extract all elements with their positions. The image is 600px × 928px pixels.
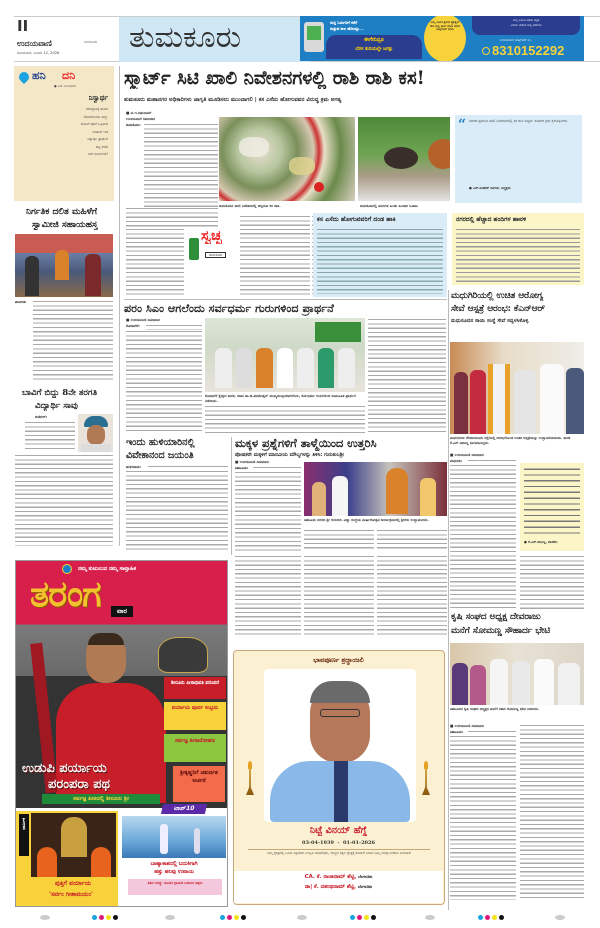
lead-desk: ಉದಯವಾಣಿ ಸಮಾಚಾರ — [126, 117, 156, 121]
taranga-ad[interactable] — [15, 560, 228, 907]
ad-right-text2: ಎದುರು ಬೇಕಾದ ಸುದ್ದಿ ಪಡೆಯಿರಿ — [510, 23, 542, 27]
destitute-dateline: ಪಾವಗಡ: — [15, 300, 27, 304]
taranga-bottom-right-box — [128, 879, 222, 895]
lead-subhead: ತುಮಕೂರು ಮಹಾನಗರ ಅಧಿಕಾರಿಗಳು ಜಾಗೃತಿ ಮೂಡಿಸಲು ಮುಂದಾಗಲಿ | ಕಸ ಎಸೆದು ಹೋಗುವವರ ವಿರುದ್ಧ ಕ್ರಮ ಅಗತ್ಯ — [124, 97, 342, 103]
column-rule — [231, 437, 232, 555]
devaraju-headline-1: ಕೃಷಿ ಸಂಘದ ಅಧ್ಯಕ್ಷ ದೇವರಾಜು — [451, 612, 541, 622]
prayer-body-col2 — [205, 405, 365, 434]
prayer-body-col3 — [368, 318, 446, 434]
madhugiri-note-body — [524, 467, 580, 537]
fine-box-body — [317, 228, 443, 294]
taranga-box-2-text: ಪರ್ಯಾಯ ಪೂರ್ವ ಸಂಭ್ರಮ — [171, 705, 219, 711]
lamp-icon-right — [422, 761, 430, 795]
lead-quote-author: ● ಎಸ್.ಮಹೇಶ್ ನಾಗರಿಕ, ಅಧ್ಯಕ್ಷರು — [469, 186, 511, 190]
taranga-bottom-left-1: ಪುತ್ತಿಗೆ ಪರ್ಯಾಯ — [54, 880, 92, 887]
children-body-col3 — [377, 529, 447, 551]
student-body-top — [25, 421, 75, 451]
taranga-space-photo — [122, 816, 226, 858]
taranga-side-tag-text: ಧಾರ್ಮಿಕ — [21, 818, 26, 830]
devaraju-photo — [450, 643, 584, 705]
devaraju-body-col1b — [450, 735, 516, 900]
madhugiri-headline-2: ಸೇವೆ ಆಸ್ಪತ್ರೆ ಆರಂಭ: ಕೆಎನ್‌ಆರ್ — [451, 304, 545, 314]
obituary-photo — [264, 669, 416, 822]
obituary-signer-1 — [234, 874, 443, 881]
pigs-box-body — [456, 228, 580, 282]
lead-dateline: ತುಮಕೂರು: — [126, 123, 141, 127]
ad-right-text3: ಉದಯವಾಣಿ ವಾಟ್ಸ್ಆಪ್ ನಂ. — [500, 38, 532, 42]
taranga-box-3 — [164, 734, 226, 762]
obituary-header: ಭಾವಪೂರ್ಣ ಶ್ರದ್ಧಾಂಜಲಿ — [313, 656, 364, 664]
lead-headline: ಸ್ಮಾರ್ಟ್ ಸಿಟಿ ಖಾಲಿ ನಿವೇಶನಗಳಲ್ಲಿ ರಾಶಿ ರಾಶಿ ಕಸ! — [124, 68, 425, 89]
taranga-box-4-text: ಶ್ರೀಕೃಷ್ಣನಿಗೆ ಚತುರ್ದಶ ಅರ್ಚನೆ — [180, 770, 218, 784]
ad-cta-box — [326, 35, 422, 59]
prayer-photo-caption: ಕೊರಟಗೆರೆ ಕ್ಷೇತ್ರದ ಶಾಸಕ, ಸಚಿವ ಡಾ.ಜಿ.ಪರಮೇಶ್ವರ್ ಮುಖ್ಯಮಂತ್ರಿಯಾಗಲೆಂದು, ಸರ್ವಧರ್ಮ ಗುರುಗಳಿಂದ ಸಾಮೂಹಿಕ ಪ್ರಾರ್ಥನೆ ನಡೆಯಿತು. — [205, 394, 356, 403]
ad-phone: 8310152292 — [492, 43, 565, 58]
taranga-box-1 — [164, 677, 226, 699]
taranga-box-1-text: ಶೀರೂರು ಪೀಠಾಧಿಪತಿ ಪರಂಪರೆ — [171, 681, 219, 686]
children-body-lower-3 — [377, 555, 447, 635]
taranga-bottom-left-2: 'ಸರ್ವಂ ಗೀತಾಮಯಂ' — [49, 891, 93, 898]
taranga-green-strip: ಸರ್ವಜ್ಞ ಪೀಠದಲ್ಲಿ ಶೀರೂರು ಶ್ರೀ — [42, 794, 160, 804]
student-headline-1: ಬಾವಿಗೆ ಬಿದ್ದು 8ನೇ ತರಗತಿ — [22, 388, 98, 398]
obituary-signer-1-place: ಬೆಂಗಳೂರು — [358, 874, 373, 879]
vivekananda-headline-2: ವಿವೇಕಾನಂದ ಜಯಂತಿ — [126, 450, 194, 461]
ad-left-line2: ಸುತ್ತುವ ಕಾಲ ಹೋಯ್ತು... — [330, 26, 364, 31]
student-headline-2: ವಿದ್ಯಾರ್ಥಿ ಸಾವು — [35, 401, 78, 411]
children-photo — [304, 462, 447, 516]
swachh-logo-text: ಸ್ವಚ್ಛ — [201, 228, 222, 244]
taranga-idol — [158, 637, 208, 673]
madhugiri-headline-1: ಮಧುಗಿರಿಯಲ್ಲಿ ಉಚಿತ ಆರೋಗ್ಯ — [451, 291, 544, 301]
hani-dani-author: ● ಎಚ್. ಡುಂಡಿರಾಜ್ — [54, 84, 77, 88]
madhugiri-photo-caption: ಮಧುಗಿರಿಯ ಗೌರಿಬಿದನೂರು ರಸ್ತೆಯಲ್ಲಿ ಆರಂಭಗೊಂಡ ಉಚಿತ ಆಸ್ಪತ್ರೆಯನ್ನು ಉದ್ಘಾಟಿಸಲಾಯಿತು. ಶಾಸಕ ಕೆ.ಎನ್.ರಾಜಣ್ಣ ಭಾಗವಹಿಸಿದ್ದರು. — [450, 436, 571, 445]
prayer-body-col1b — [126, 330, 202, 434]
obituary-dates: 03-04-1939 - 01-01-2026 — [301, 840, 375, 846]
registration-oval — [555, 915, 565, 920]
madhugiri-photo — [450, 342, 584, 434]
children-byline: ■ ಉದಯವಾಣಿ ಸಮಾಚಾರ — [235, 460, 269, 464]
taranga-bottom-right-1: ಬಾಹ್ಯಾಕಾಶದಲ್ಲಿ ಬದುಕಿಗಾಗಿ — [150, 861, 198, 867]
taranga-logo: ತರಂಗ — [30, 573, 101, 615]
obituary-name: ನಿಟ್ಟೆ ವಿನಯ್ ಹೆಗ್ಡೆ — [309, 825, 368, 836]
registration-oval — [40, 915, 50, 920]
ad-right-box — [472, 16, 580, 35]
hani-dani-box — [14, 66, 114, 201]
taranga-side-tag — [19, 814, 29, 856]
fine-box-panel — [313, 213, 447, 297]
drop-icon — [17, 70, 31, 84]
column-rule — [119, 66, 120, 546]
taranga-main-title-1: ಉಡುಪಿ ಪರ್ಯಾಯ — [22, 761, 107, 776]
garbage-photo-caption: ತುಮಕೂರಿನ ಖಾಲಿ ನಿವೇಶನದಲ್ಲಿ ಬಿದ್ದಿರುವ ಕಸ ರಾಶಿ. — [219, 204, 281, 208]
registration-oval — [165, 915, 175, 920]
poem-line: ಪತ್ನಿ ಆಗಲಿ — [95, 144, 108, 149]
lead-body-col2 — [240, 215, 310, 297]
obituary-signer-2-place: ಬೆಂಗಳೂರು — [357, 884, 373, 889]
destitute-headline-2: ಸ್ವಾಮೀಜಿ ಸಹಾಯಹಸ್ತ — [32, 220, 98, 230]
taranga-weekly: ವಾರ — [111, 606, 133, 617]
destitute-body — [15, 300, 113, 382]
prayer-photo — [205, 318, 365, 392]
vivekananda-body-b — [126, 470, 228, 551]
quote-mark-icon: “ — [458, 117, 467, 133]
whatsapp-ad[interactable] — [300, 16, 584, 61]
ad-left-line1: ಸುದ್ದಿ ಓದುಗರಿಗೆ ಕರೆಗೆ — [330, 20, 358, 25]
poem-line: ದೇವಸ್ಥಾನಕ್ಕೆ ಹೋಗಿ — [86, 107, 108, 111]
poem-line: ದೇವರಿಗೊಂದು ಹಣ್ಣು — [83, 114, 108, 119]
taranga-bottom-right-2: ಹತ್ತು ಹಲವು ಉಪಾಯ — [154, 869, 194, 875]
obituary-signer-1-name: CA. ಕೆ. ರಾಜಾರಾಮ್ ಶೆಟ್ಟಿ, — [304, 874, 357, 880]
poem-title: ನಿಸ್ವಾರ್ಥ — [88, 93, 108, 102]
section-rule — [124, 299, 447, 300]
devaraju-photo-caption: ತಿಪಟೂರಿನ ಕೃಷಿ ಸಂಘದ ಅಧ್ಯಕ್ಷರ ಮನೆಗೆ ಸಚಿವ ಸೋಮಣ್ಣ ಭೇಟಿ ನೀಡಿದರು. — [450, 707, 540, 711]
madhugiri-body-col1b — [450, 464, 516, 609]
taranga-top10: ಟಾಪ್10 — [161, 804, 207, 814]
poem-line: ಕಾಯಿಗೆ ಪೂಜೆ ಒಪ್ಪಿಸುವ — [80, 122, 108, 126]
vivekananda-dateline: ಹುಳಿಯಾರು: — [126, 465, 142, 469]
devaraju-body-col2 — [520, 724, 584, 900]
city-banner — [119, 17, 310, 62]
prayer-headline: ಪರಂ ಸಿಎಂ ಆಗಲೆಂದು ಸರ್ವಧರ್ಮ ಗುರುಗಳಿಂದ ಪ್ರಾರ್ಥನೆ — [124, 301, 334, 315]
children-dateline: ತಿಪಟೂರು: — [235, 466, 249, 470]
children-body-lower-2 — [304, 555, 374, 635]
lead-body-col1c — [126, 228, 184, 298]
destitute-photo — [15, 234, 113, 297]
dustbin-icon — [189, 238, 199, 260]
swachh-logo — [188, 228, 236, 262]
obituary-signers — [234, 871, 443, 903]
madhugiri-dateline: ಮಧುಗಿರಿ: — [450, 459, 463, 463]
poem-line: ನಿಸ್ವಾರ್ಥ ಪ್ರಾರ್ಥನೆ — [87, 137, 108, 141]
children-body-col2 — [304, 529, 374, 551]
taranga-tagline: ನಮ್ಮ ಕುಟುಂಬದ ನಮ್ಮ ಸಾಪ್ತಾಹಿಕ — [78, 566, 136, 572]
vivekananda-headline-1: ಇಂದು ಹುಳಿಯಾರಿನಲ್ಲಿ — [126, 437, 195, 448]
ad-right-text1: ನಿಮ್ಮ ಊರಿನ ಅಥವಾ ಪತ್ರಿಕೆ — [512, 18, 540, 22]
registration-dots — [220, 915, 246, 920]
devaraju-headline-2: ಮನೆಗೆ ಸೋಮಣ್ಣ ಸೌಹಾರ್ದ ಭೇಟಿ — [451, 626, 550, 636]
issue-date: ಸೋಮವಾರ, ಜನವರಿ 12, 2026 — [17, 51, 60, 55]
children-photo-caption: ತಿಪಟೂರು ನಗರದ ಶ್ರೀ ಗುರುಕುಲ ವಿದ್ಯಾ ಸಂಸ್ಥೆಯ ವಾರ್ಷಿಕೋತ್ಸವ ಕಾರ್ಯಕ್ರಮದಲ್ಲಿ ಶ್ರೀಗಳು ಉದ್ಘಾಟಿಸಿದರು. — [304, 518, 429, 522]
registration-dots — [92, 915, 118, 920]
hani-dani-logo-b: ದನಿ — [62, 69, 76, 82]
lamp-icon-left — [246, 761, 254, 795]
lead-body-col1 — [126, 123, 218, 207]
student-photo — [78, 414, 113, 452]
obituary-message: ನಿಮ್ಮ ಕ್ಷೇತ್ರದಲ್ಲಿ ಒಂದು ಶಕ್ತಿಯಾಗಿ ಉಜ್ವಲ ಸಾಧನೆಗೈದು, ರಾಜ್ಯದ ಶಿಕ್ಷಣ ಕ್ಷೇತ್ರಕ್ಕೆ ಕೊಡುಗೆ ನೀಡಿದ ನಿಮ್ಮ ನೆನಪು ಚಿರಕಾಲ ಉಳಿಯಲಿ — [248, 849, 430, 867]
lead-body-col1b — [126, 207, 218, 227]
devaraju-dateline: ತಿಪಟೂರು: — [450, 730, 464, 734]
fine-box-headline: ಕಸ ಎಸೆದು ಹೋಗುವವರಿಗೆ ದಂಡ ಹಾಕಿ — [317, 216, 396, 223]
children-headline: ಮಕ್ಕಳ ಪ್ರಶ್ನೆಗಳಿಗೆ ತಾಳ್ಮೆಯಿಂದ ಉತ್ತರಿಸಿ — [235, 436, 377, 450]
phone-hand-image — [304, 22, 324, 52]
children-subhead: ಪೋಷಕರೇ ಮಕ್ಕಳಿಗೆ ಮಾನವೀಯ ಮೌಲ್ಯಗಳನ್ನು ತಿಳಿಸಿ: ಗುರುಕುಲಶ್ರೀ — [235, 452, 345, 458]
swachh-logo-tag: ತುಮಕೂರು — [205, 252, 226, 258]
obituary-signer-2-name: ಡಾ| ಕೆ. ದಶರಥರಾಮ್ ಶೆಟ್ಟಿ, — [304, 884, 357, 890]
poem-line: ಬೇಗ ಸುಮಂಗಲಿ! — [88, 152, 108, 156]
registration-dots — [478, 915, 504, 920]
garbage-photo — [219, 117, 355, 201]
prayer-byline: ■ ಉದಯವಾಣಿ ಸಮಾಚಾರ — [126, 318, 160, 322]
lead-byline: ■ ಟಿ.ಇ.ರಘುರಾಮ್ — [126, 111, 152, 115]
ad-circle-text: ನಿಮ್ಮ ಊರಿನ ಕ್ರಮದ ಪ್ರೊಫೈಲ್ ಸೇರಿ ಸುದ್ದಿ ಚಾನ್ ಮಾಡಿ ನಮಗೆ ವಾಟ್ಸ್ಆಪ್ ಮಾಡಿ — [430, 21, 460, 32]
destitute-headline-1: ನಿರ್ಗತಿಕ ದಲಿತ ಮಹಿಳೆಗೆ — [26, 207, 98, 217]
registration-dots — [350, 915, 376, 920]
registration-oval — [425, 915, 435, 920]
lead-quote-text: ನಗರದ ಪ್ರಮುಖ ಖಾಲಿ ನಿವೇಶನಗಳಲ್ಲಿ ಕಸ ರಾಶಿ ಬಿದ್ದಿದೆ. ಕೂಡಲೇ ಕ್ರಮ ಕೈಗೊಳ್ಳಬೇಕು. — [469, 119, 569, 123]
pigs-photo — [358, 117, 450, 201]
taranga-box-2 — [164, 702, 226, 730]
whatsapp-icon — [482, 47, 490, 55]
page-number: II — [17, 17, 29, 35]
ad-circle — [424, 16, 466, 61]
paper-name: ಉದಯವಾಣಿ — [17, 38, 52, 48]
taranga-main-title-2: ಪರಂಪರಾ ಪಥ — [48, 777, 111, 792]
poem-line: ಗಂಡನಿಗೆ ಇದೆ — [92, 129, 108, 134]
madhugiri-note — [520, 463, 584, 551]
taranga-bottom-right-3: ಶಿಶಿರ ಸಂಧ್ಯೆ: ದೂರದ ಗ್ರಾಮದ ಬದುಕಿನ ಚಿತ್ರಣ — [147, 881, 203, 885]
obituary-ad — [233, 650, 445, 905]
pigs-box-headline: ನಗರದಲ್ಲಿ ಹೆಚ್ಚಾದ ಹಂದಿಗಳ ಹಾವಳಿ — [456, 216, 527, 223]
ad-cta-line1: ಈಗೇನಿದ್ರೂ — [364, 37, 384, 43]
devaraju-byline: ■ ಉದಯವಾಣಿ ಸಮಾಚಾರ — [450, 724, 484, 728]
hani-dani-logo-a: ಹನಿ — [32, 69, 46, 82]
obituary-signer-2 — [234, 884, 443, 891]
children-body-col1b — [235, 471, 301, 551]
madhugiri-body-col2 — [520, 555, 584, 609]
madhugiri-note-author: ● ಕೆ.ಎನ್.ರಾಜಣ್ಣ, ಶಾಸಕರು — [524, 540, 558, 544]
madhugiri-byline: ■ ಉದಯವಾಣಿ ಸಮಾಚಾರ — [450, 453, 484, 457]
student-dateline: ಕುಣಿಗಲ್: — [35, 415, 48, 419]
children-body-lower-1 — [235, 555, 301, 635]
taranga-box-4 — [173, 766, 225, 802]
pigs-box — [452, 213, 584, 285]
city-name: ತುಮಕೂರು — [129, 20, 242, 55]
pigs-photo-caption: ತುಮಕೂರಿನಲ್ಲಿ ಹಂದಿಗಳ ಹಿಂಡು ಹಿಂಡಾಗಿ ಓಡಾಟ — [360, 204, 418, 208]
ad-cta-line2: ಬೆರಳ ತುದಿಯಲ್ಲೇ ಜಗತ್ತು — [355, 47, 393, 52]
taranga-box-3-text: ಸರ್ವಜ್ಞ ಪೀಠಾರೋಹಣ — [175, 738, 215, 744]
taranga-temple-photo — [31, 813, 116, 877]
lead-quote-box — [455, 115, 582, 203]
column-rule — [448, 290, 449, 910]
student-body — [15, 454, 113, 546]
edition: ಬೆಂಗಳೂರು — [84, 40, 98, 44]
registration-oval — [297, 915, 307, 920]
prayer-dateline: ಕೊರಟಗೆರೆ: — [126, 324, 140, 328]
poem — [81, 106, 108, 159]
madhugiri-subhead: ಮಧುಸೂದನ ಸಾಯಿ ಸಂಸ್ಥೆ ಸೇವೆ ಸದ್ಬಳಸಿಕೊಳ್ಳಿ — [451, 318, 529, 324]
